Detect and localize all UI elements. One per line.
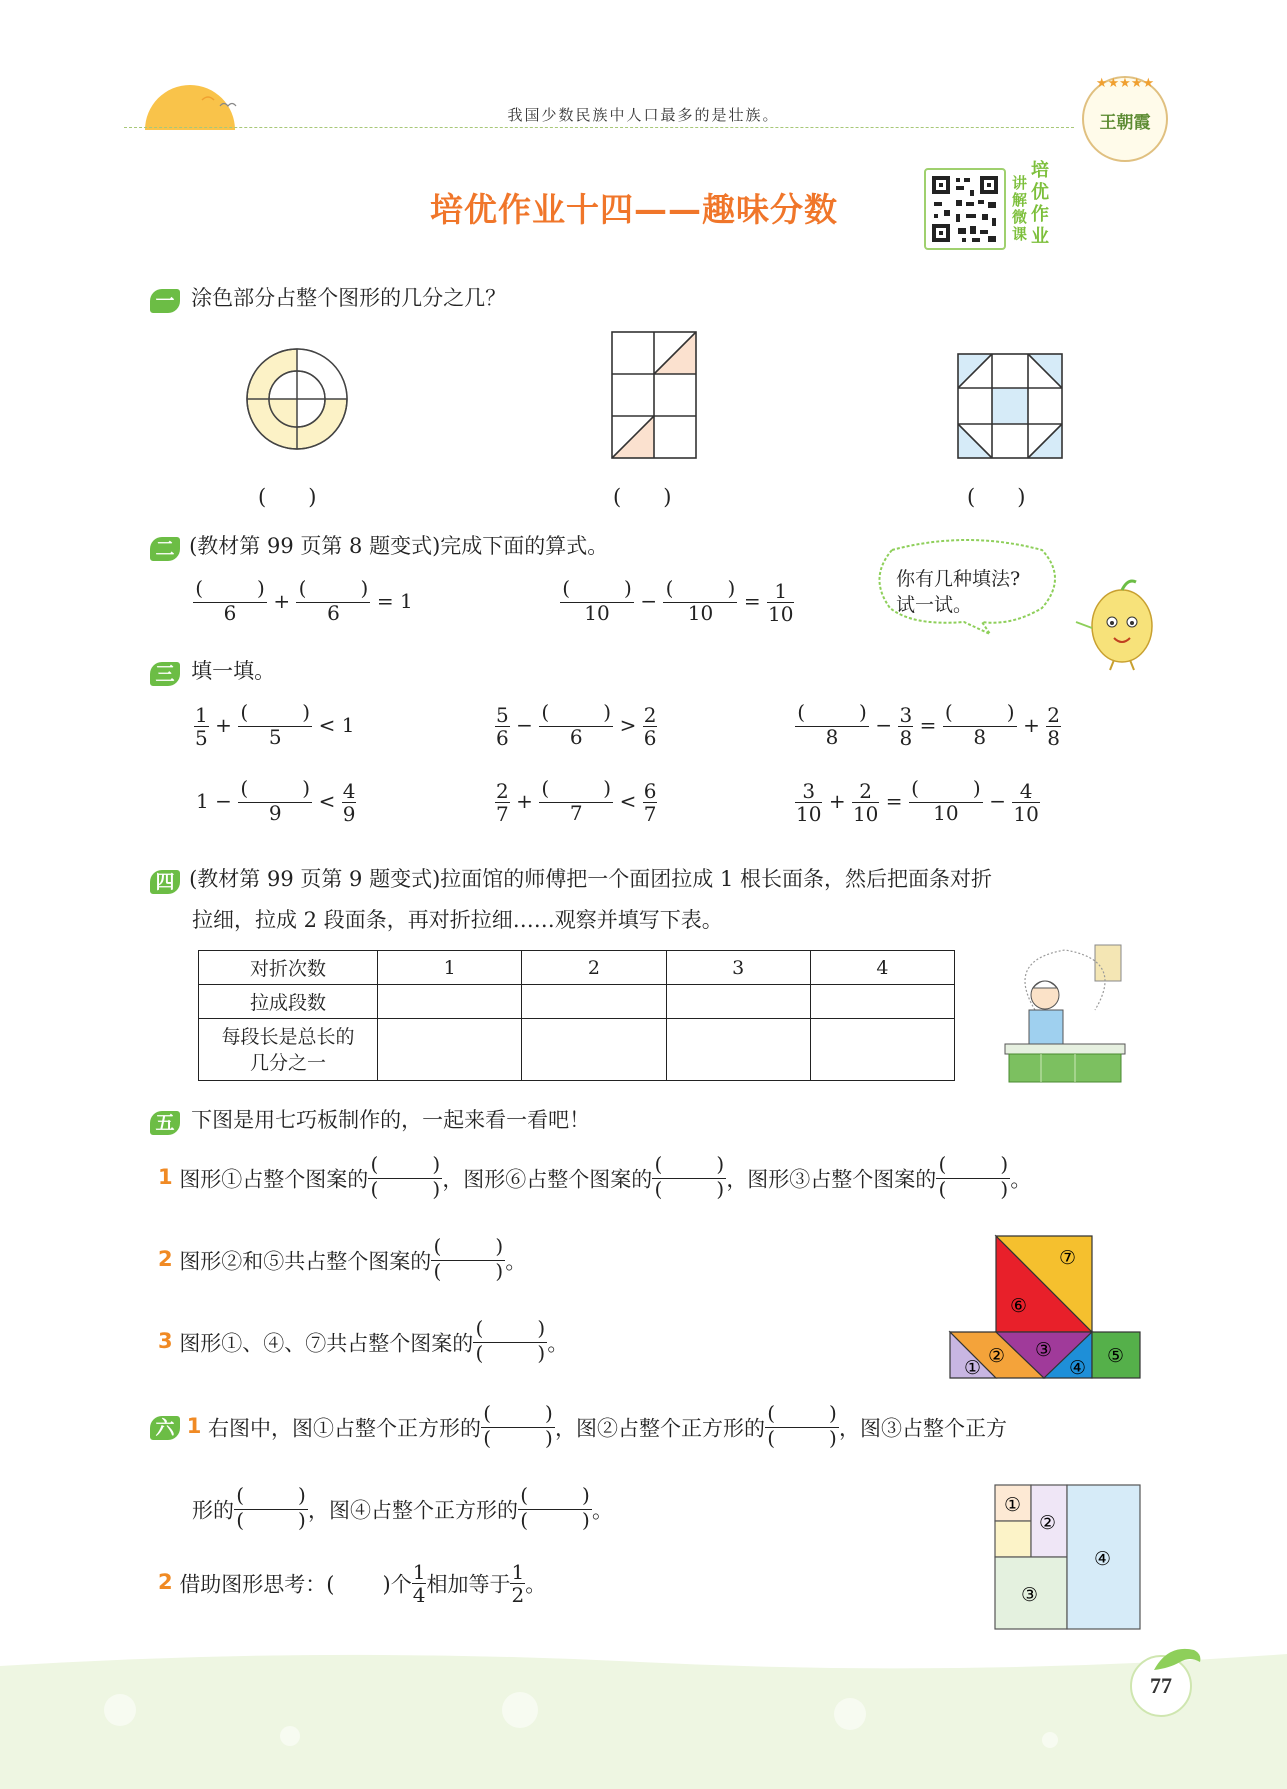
table-cell-blank[interactable] <box>666 985 810 1019</box>
mascot-icon <box>1070 576 1160 672</box>
ring-figure <box>244 346 350 452</box>
answer-blank[interactable]: ( ) <box>967 485 1026 509</box>
blank-fraction[interactable]: ( ) 9 <box>238 778 312 827</box>
table-cell-blank[interactable] <box>522 985 666 1019</box>
blank-fraction[interactable]: ( ) 8 <box>795 702 869 751</box>
tangram-label: ⑥ <box>1010 1295 1028 1317</box>
blank-fraction[interactable]: ( ) 6 <box>296 578 370 627</box>
table-cell-blank[interactable] <box>378 985 522 1019</box>
section-4-heading <box>150 856 1160 904</box>
blank-fraction[interactable]: ( ) 10 <box>663 578 737 627</box>
section-1-heading <box>150 282 506 313</box>
row-header: 每段长是总长的 几分之一 <box>199 1019 378 1081</box>
logo-stars-icon: ★★★★★ <box>1095 76 1155 91</box>
row-header: 拉成段数 <box>199 985 378 1019</box>
table-cell-blank[interactable] <box>810 1019 954 1081</box>
blank-fraction[interactable]: ( ) ( ) <box>481 1403 555 1452</box>
speech-text: 你有几种填法? 试一试。 <box>896 568 1021 616</box>
inequality-r2c2: $\frac{2}{7}$ + ( ) 7 < $\frac{6}{7}$ <box>496 776 657 826</box>
column-header: 1 <box>378 951 522 985</box>
column-header: 4 <box>810 951 954 985</box>
square-pattern-figure <box>956 352 1064 460</box>
page-title: 培优作业十四——趣味分数 <box>430 190 838 229</box>
column-header: 3 <box>666 951 810 985</box>
blank-fraction[interactable]: ( ) 5 <box>238 702 312 751</box>
blank-fraction[interactable]: ( ) 8 <box>943 702 1017 751</box>
blank-fraction[interactable]: ( ) 6 <box>193 578 267 627</box>
tangram-label: ① <box>964 1357 982 1379</box>
inequality-r1c2: $\frac{5}{6}$ − ( ) 6 > $\frac{2}{6}$ <box>496 700 657 750</box>
tangram-label: ⑤ <box>1107 1345 1125 1367</box>
tangram-label: ⑦ <box>1059 1247 1077 1269</box>
section-badge: 二 <box>150 537 180 561</box>
blank-fraction[interactable]: ( ) 10 <box>560 578 634 627</box>
question-6-1: 六 1 右图中，图①占整个正方形的 ( ) ( ) ，图②占整个正方形的 ( ) ( ) ，图③占整个正方 <box>150 1403 1007 1452</box>
tangram-label: ④ <box>1069 1357 1087 1379</box>
blank-fraction[interactable]: ( ) 6 <box>539 702 613 751</box>
table-cell-blank[interactable] <box>810 985 954 1019</box>
row-header: 对折次数 <box>199 951 378 985</box>
section-badge: 六 <box>150 1416 180 1440</box>
grid-rect-figure <box>610 330 698 460</box>
blank-fraction[interactable]: ( ) ( ) <box>431 1236 505 1285</box>
equation-r2c3: $\frac{3}{10}$ + $\frac{2}{10}$ = ( ) 10 − $\frac{4}{10}$ <box>796 776 1039 826</box>
square-division-figure <box>993 1483 1143 1631</box>
qr-label-left: 讲 解 微 课 <box>1012 174 1028 243</box>
brand-logo <box>1082 76 1168 162</box>
blank-fraction[interactable]: ( ) ( ) <box>368 1154 442 1203</box>
question-5-3: 3 图形①、④、⑦共占整个图案的 ( ) ( ) 。 <box>158 1316 569 1365</box>
region-label: ① <box>1004 1494 1022 1516</box>
equation-r1c3: ( ) 8 − $\frac{3}{8}$ = ( ) 8 + $\frac{2}{8}$ <box>795 702 1061 751</box>
tangram-label: ② <box>988 1345 1006 1367</box>
bottom-wave-decoration <box>0 1640 1287 1789</box>
logo-text: 王朝霞 <box>1099 113 1151 133</box>
equation-2: ( ) 10 − ( ) 10 = $\frac{1}{10}$ <box>560 578 794 627</box>
textbook-reference: (教材第 99 页第 8 题变式) <box>189 534 441 558</box>
blank-fraction[interactable]: ( ) ( ) <box>936 1154 1010 1203</box>
blank-fraction[interactable]: ( ) ( ) <box>473 1318 547 1367</box>
tangram-label: ③ <box>1035 1339 1053 1361</box>
blank-fraction[interactable]: ( ) ( ) <box>765 1403 839 1452</box>
blank-fraction[interactable]: ( ) ( ) <box>518 1485 592 1534</box>
blank-fraction[interactable]: ( ) ( ) <box>234 1485 308 1534</box>
header-motto: 我国少数民族中人口最多的是壮族。 <box>507 106 780 124</box>
column-header: 2 <box>522 951 666 985</box>
region-label: ④ <box>1094 1548 1112 1570</box>
section-badge: 三 <box>150 662 180 686</box>
section-badge: 五 <box>150 1111 180 1135</box>
question-line-1: 拉面馆的师傅把一个面团拉成 1 根长面条，然后把面条对折 <box>440 867 992 891</box>
table-cell-blank[interactable] <box>666 1019 810 1081</box>
question-5-2: 2 图形②和⑤共占整个图案的 ( ) ( ) 。 <box>158 1234 527 1283</box>
qr-code-icon[interactable] <box>924 168 1006 250</box>
answer-blank[interactable]: ( ) <box>258 485 317 509</box>
blank-fraction[interactable]: ( ) 7 <box>539 778 613 827</box>
page-number: 77 <box>1150 1673 1172 1698</box>
fraction: $\frac{1}{10}$ <box>767 579 794 626</box>
region-label: ② <box>1039 1512 1057 1534</box>
noodle-chef-illustration <box>995 940 1135 1085</box>
table-cell-blank[interactable] <box>522 1019 666 1081</box>
question-5-1: 1 图形①占整个图案的 ( ) ( ) ，图形⑥占整个图案的 ( ) ( ) ，图形③占整个图案的 ( ) ( ) 。 <box>158 1152 1032 1201</box>
tangram-figure <box>948 1234 1144 1380</box>
section-2-heading <box>150 530 608 561</box>
section-3-heading <box>150 655 275 686</box>
section-badge: 一 <box>150 289 180 313</box>
question-text: 完成下面的算式。 <box>440 534 609 558</box>
fold-table <box>198 950 955 1081</box>
header-divider <box>124 127 1074 128</box>
question-text: 涂色部分占整个图形的几分之几？ <box>191 286 507 310</box>
region-label: ③ <box>1021 1584 1039 1606</box>
fraction: $\frac{1}{2}$ <box>511 1560 525 1607</box>
section-5-heading <box>150 1104 590 1135</box>
answer-blank[interactable]: ( ) <box>613 485 672 509</box>
qr-label-right: 培 优 作 业 <box>1031 160 1049 247</box>
question-6-1-cont: 形的 ( ) ( ) ，图④占整个正方形的 ( ) ( ) 。 <box>192 1483 613 1532</box>
section-badge: 四 <box>150 870 180 894</box>
fraction: $\frac{1}{4}$ <box>412 1560 426 1607</box>
question-line-2: 拉细，拉成 2 段面条，再对折拉细……观察并填写下表。 <box>192 908 723 932</box>
textbook-reference: (教材第 99 页第 9 题变式) <box>189 867 441 891</box>
question-6-2: 2 借助图形思考：( )个 $\frac{1}{4}$ 相加等于 $\frac{1}{2}$ 。 <box>158 1560 547 1607</box>
equation-1: ( ) 6 + ( ) 6 = 1 <box>193 578 413 627</box>
dolphin-icon <box>1150 1640 1206 1680</box>
question-text: 填一填。 <box>191 659 276 683</box>
table-cell-blank[interactable] <box>378 1019 522 1081</box>
blank-fraction[interactable]: ( ) ( ) <box>652 1154 726 1203</box>
inequality-r2c1: 1 − ( ) 9 < $\frac{4}{9}$ <box>196 776 356 826</box>
inequality-r1c1: $\frac{1}{5}$ + ( ) 5 < 1 <box>195 700 355 750</box>
question-text: 下图是用七巧板制作的，一起来看一看吧！ <box>191 1108 591 1132</box>
blank-fraction[interactable]: ( ) 10 <box>909 778 983 827</box>
